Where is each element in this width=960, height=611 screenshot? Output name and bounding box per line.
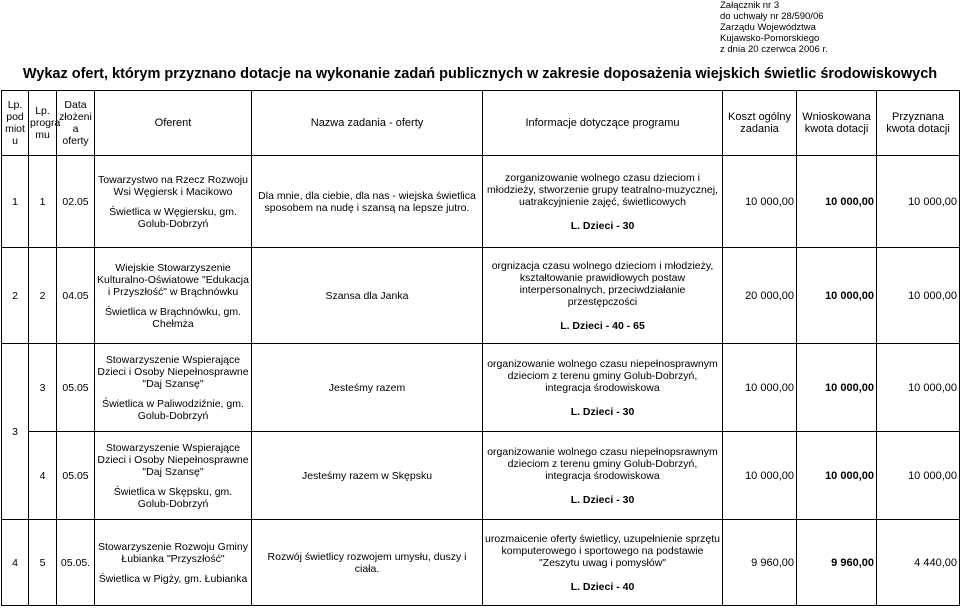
cell-oferent: [95, 156, 252, 248]
cell-oferent: [95, 344, 252, 432]
cell-lp-programu: 5: [29, 520, 57, 606]
cell-info: [483, 248, 723, 344]
info-dzieci: L. Dzieci - 30: [570, 405, 635, 418]
oferent-swietlica: Świetlica w Węgiersku, gm. Golub-Dobrzyń: [109, 205, 237, 230]
document-title: Wykaz ofert, którym przyznano dotacje na wykonanie zadań publicznych w zakresie doposażenia wiejskich świetlic środowiskowych: [22, 66, 938, 82]
cell-wnioskowana: 10 000,00: [797, 248, 877, 344]
cell-info: [483, 156, 723, 248]
cell-koszt: 9 960,00: [723, 520, 797, 606]
oferent-swietlica: Świetlica w Brąchnówku, gm. Chełmża: [105, 305, 241, 330]
cell-wnioskowana: 9 960,00: [797, 520, 877, 606]
info-dzieci: L. Dzieci - 40 - 65: [560, 319, 645, 332]
cell-oferent: [95, 248, 252, 344]
offers-table: [1, 90, 960, 606]
cell-wnioskowana: 10 000,00: [797, 344, 877, 432]
cell-data: 05.05: [57, 432, 95, 520]
info-dzieci: L. Dzieci - 40: [570, 580, 635, 593]
annex-line: do uchwały nr 28/590/06: [720, 11, 824, 22]
cell-lp-programu: 4: [29, 432, 57, 520]
oferent-swietlica: Świetlica w Pigży, gm. Łubianka: [98, 572, 248, 585]
annex-line: Załącznik nr 3: [720, 0, 780, 11]
table-row: [2, 248, 960, 344]
cell-przyznana: 4 440,00: [877, 520, 960, 606]
info-text: orgnizacja czasu wolnego dzieciom i młodzieży, kształtowanie prawidłowych postaw interpersonalnych, przeciwdziałanie przestępczości: [491, 259, 714, 308]
header-row: [2, 91, 960, 156]
oferent-name: Wiejskie Stowarzyszenie Kulturalno-Oświatowe "Edukacja i Przyszłość" w Brąchnówku: [97, 261, 249, 298]
oferent-swietlica: Świetlica w Skępsku, gm. Golub-Dobrzyń: [113, 485, 233, 510]
header-data-zlozenia: Data złożeni a oferty: [57, 91, 95, 156]
info-dzieci: L. Dzieci - 30: [570, 219, 635, 232]
cell-lp-podmiotu: 3: [2, 344, 29, 520]
cell-przyznana: 10 000,00: [877, 432, 960, 520]
cell-przyznana: 10 000,00: [877, 344, 960, 432]
info-text: organizowanie wolnego czasu niepełnosprawnym dzieciom z terenu gminy Golub-Dobrzyń, integracja środowiskowa: [487, 357, 718, 394]
info-text: urozmaicenie oferty świetlicy, uzupełnienie sprzętu komputerowego i sportowego na podstawie "Zeszytu uwag i pomysłów": [485, 532, 720, 569]
cell-data: 05.05: [57, 344, 95, 432]
header-informacje: Informacje dotyczące programu: [483, 91, 723, 156]
header-oferent: Oferent: [95, 91, 252, 156]
cell-nazwa: Rozwój świetlicy rozwojem umysłu, duszy i ciała.: [252, 520, 483, 606]
annex-line: Zarządu Województwa: [720, 22, 816, 33]
info-dzieci: L. Dzieci - 30: [570, 493, 635, 506]
info-text: zorganizowanie wolnego czasu dzieciom i młodzieży, stworzenie grupy teatralno-muzycznej, uatrakcyjnienie zajęć, świetlicowych: [487, 171, 718, 208]
header-przyznana: Przyznana kwota dotacji: [877, 91, 960, 156]
cell-nazwa: Jesteśmy razem w Skępsku: [252, 432, 483, 520]
cell-wnioskowana: 10 000,00: [797, 432, 877, 520]
cell-koszt: 20 000,00: [723, 248, 797, 344]
table-row: [2, 344, 960, 432]
table-row: [2, 156, 960, 248]
cell-wnioskowana: 10 000,00: [797, 156, 877, 248]
cell-data: 04.05: [57, 248, 95, 344]
header-koszt: Koszt ogólny zadania: [723, 91, 797, 156]
header-nazwa: Nazwa zadania - oferty: [252, 91, 483, 156]
cell-info: [483, 432, 723, 520]
table-row: [2, 432, 960, 520]
cell-koszt: 10 000,00: [723, 432, 797, 520]
oferent-name: Stowarzyszenie Wspierające Dzieci i Osoby Niepełnosprawne "Daj Szansę": [97, 353, 249, 390]
oferent-name: Towarzystwo na Rzecz Rozwoju Wsi Węgiersk i Macikowo: [98, 173, 248, 198]
cell-info: [483, 344, 723, 432]
cell-info: [483, 520, 723, 606]
oferent-name: Stowarzyszenie Rozwoju Gminy Łubianka "Przyszłość": [98, 540, 248, 565]
cell-lp-podmiotu: 1: [2, 156, 29, 248]
cell-lp-podmiotu: 2: [2, 248, 29, 344]
cell-lp-programu: 1: [29, 156, 57, 248]
cell-nazwa: Szansa dla Janka: [252, 248, 483, 344]
cell-przyznana: 10 000,00: [877, 156, 960, 248]
cell-data: 05.05.: [57, 520, 95, 606]
cell-oferent: [95, 432, 252, 520]
cell-lp-podmiotu: 4: [2, 520, 29, 606]
cell-koszt: 10 000,00: [723, 344, 797, 432]
annex-note: [720, 0, 828, 55]
header-wnioskowana: Wnioskowana kwota dotacji: [797, 91, 877, 156]
cell-data: 02.05: [57, 156, 95, 248]
info-text: organizowanie wolnego czasu niepełnopsrawnym dzieciom z terenu gminy Golub-Dobrzyń, integracja środowiskowa: [487, 445, 718, 482]
header-lp-podmiotu: Lp. pod miot u: [2, 91, 29, 156]
oferent-name: Stowarzyszenie Wspierające Dzieci i Osoby Niepełnosprawne "Daj Szansę": [97, 441, 249, 478]
cell-przyznana: 10 000,00: [877, 248, 960, 344]
oferent-swietlica: Świetlica w Paliwodziźnie, gm. Golub-Dobrzyń: [102, 397, 244, 422]
annex-line: Kujawsko-Pomorskiego: [720, 33, 820, 44]
cell-koszt: 10 000,00: [723, 156, 797, 248]
cell-lp-programu: 2: [29, 248, 57, 344]
annex-line: z dnia 20 czerwca 2006 r.: [720, 44, 828, 55]
cell-oferent: [95, 520, 252, 606]
header-lp-programu: Lp. progra mu: [29, 91, 57, 156]
cell-nazwa: Dla mnie, dla ciebie, dla nas - wiejska świetlica sposobem na nudę i szansą na lepsze jutro.: [252, 156, 483, 248]
table-row: [2, 520, 960, 606]
cell-lp-programu: 3: [29, 344, 57, 432]
cell-nazwa: Jesteśmy razem: [252, 344, 483, 432]
